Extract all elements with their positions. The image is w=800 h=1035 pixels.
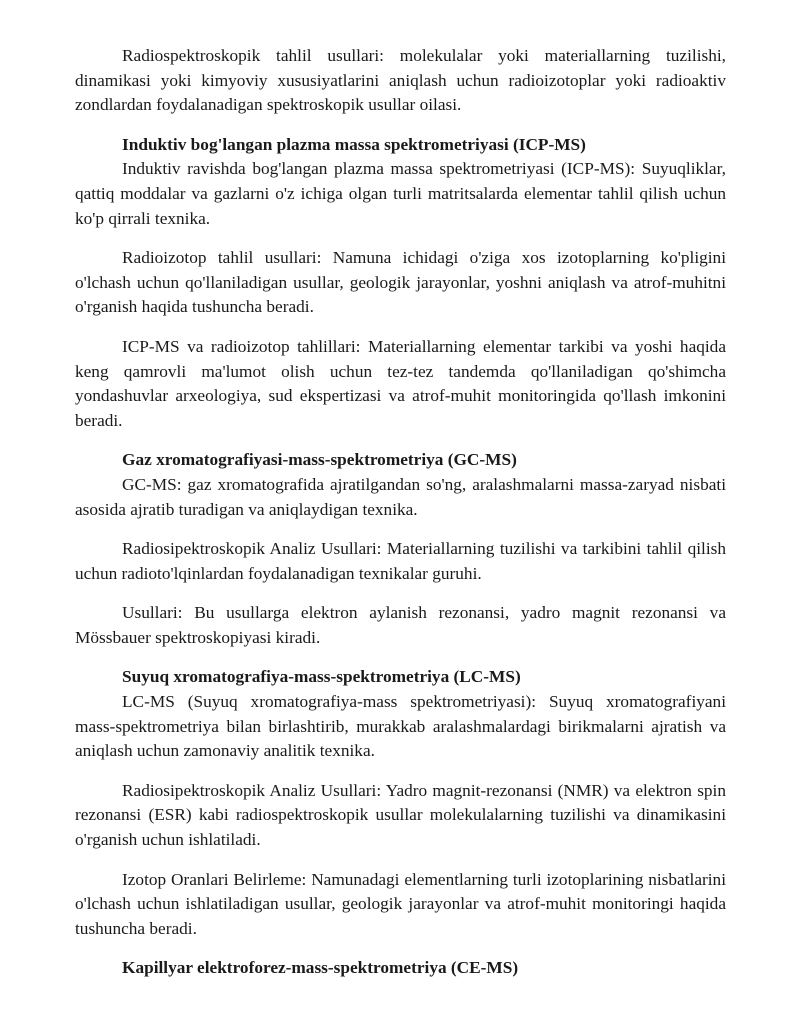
heading-gc-ms: Gaz xromatografiyasi-mass-spektrometriya (GC-MS) <box>122 450 517 470</box>
heading-ce-ms: Kapillyar elektroforez-mass-spektrometriya (CE-MS) <box>122 958 519 978</box>
heading-icp-ms: Induktiv bog'langan plazma massa spektrometriyasi (ICP-MS) <box>122 134 586 154</box>
document-page <box>75 44 726 981</box>
paragraph-radioisotope-methods: Radioizotop tahlil usullari: Namuna ichidagi o'ziga xos izotoplarning ko'pligini o'lchash uchun qo'llaniladigan usullar, geologik jarayonlar, yoshni aniqlash va atrof-muhitni o'rganish haqida tushuncha beradi. <box>75 248 726 317</box>
paragraph-gc-ms: GC-MS: gaz xromatografida ajratilgandan so'ng, aralashmalarni massa-zaryad nisbati asosida ajratib turadigan va aniqlaydigan texnika. <box>75 474 726 519</box>
paragraph-lc-ms: LC-MS (Suyuq xromatografiya-mass spektrometriyasi): Suyuq xromatografiyani mass-spektrometriya bilan birlashtirib, murakkab aralashmalardagi birikmalarni ajratish va aniqlash uchun zamonaviy analitik texnika. <box>75 692 726 761</box>
paragraph-nmr-esr: Radiosipektroskopik Analiz Usullari: Yadro magnit-rezonansi (NMR) va elektron spin rezonansi (ESR) kabi radiospektroskopik usullar molekulalarning tuzilishi va dinamikasini o'rganish uchun ishlatiladi. <box>75 780 726 850</box>
paragraph-icp-ms: Induktiv ravishda bog'langan plazma massa spektrometriyasi (ICP-MS): Suyuqliklar, qattiq moddalar va gazlarni o'z ichiga olgan turli matritsalarda elementar tahlil qilish uchun ko'p qirrali texnika. <box>75 159 726 228</box>
heading-lc-ms: Suyuq xromatografiya-mass-spektrometriya (LC-MS) <box>122 667 521 687</box>
paragraph-methods-list: Usullari: Bu usullarga elektron aylanish rezonansi, yadro magnit rezonansi va Mössbauer spektroskopiyasi kiradi. <box>75 603 726 647</box>
paragraph-radiospectroscopy-definition: Radiospektroskopik tahlil usullari: molekulalar yoki materiallarning tuzilishi, dinamikasi yoki kimyoviy xususiyatlarini aniqlash uchun radioizotoplar yoki radioaktiv zondlardan foydalanadigan spektroskopik usullar oilasi. <box>75 46 726 115</box>
paragraph-isotope-ratios: Izotop Oranlari Belirleme: Namunadagi elementlarning turli izotoplarining nisbatlarini o'lchash uchun ishlatiladigan usullar, geologik jarayonlar va atrof-muhit monitoringi haqida tushuncha beradi. <box>75 869 726 938</box>
paragraph-icp-ms-radioisotope: ICP-MS va radioizotop tahlillari: Materiallarning elementar tarkibi va yoshi haqida keng qamrovli ma'lumot olish uchun tez-tez tandemda qo'llaniladigan qo'shimcha yondashuvlar arxeologiya, sud ekspertizasi va atrof-muhit monitoringida qo'llash imkonini beradi. <box>75 336 726 430</box>
paragraph-radiospectroscopic-analysis: Radiosipektroskopik Analiz Usullari: Materiallarning tuzilishi va tarkibini tahlil qilish uchun radioto'lqinlardan foydalanadigan texnikalar guruhi. <box>75 539 726 583</box>
